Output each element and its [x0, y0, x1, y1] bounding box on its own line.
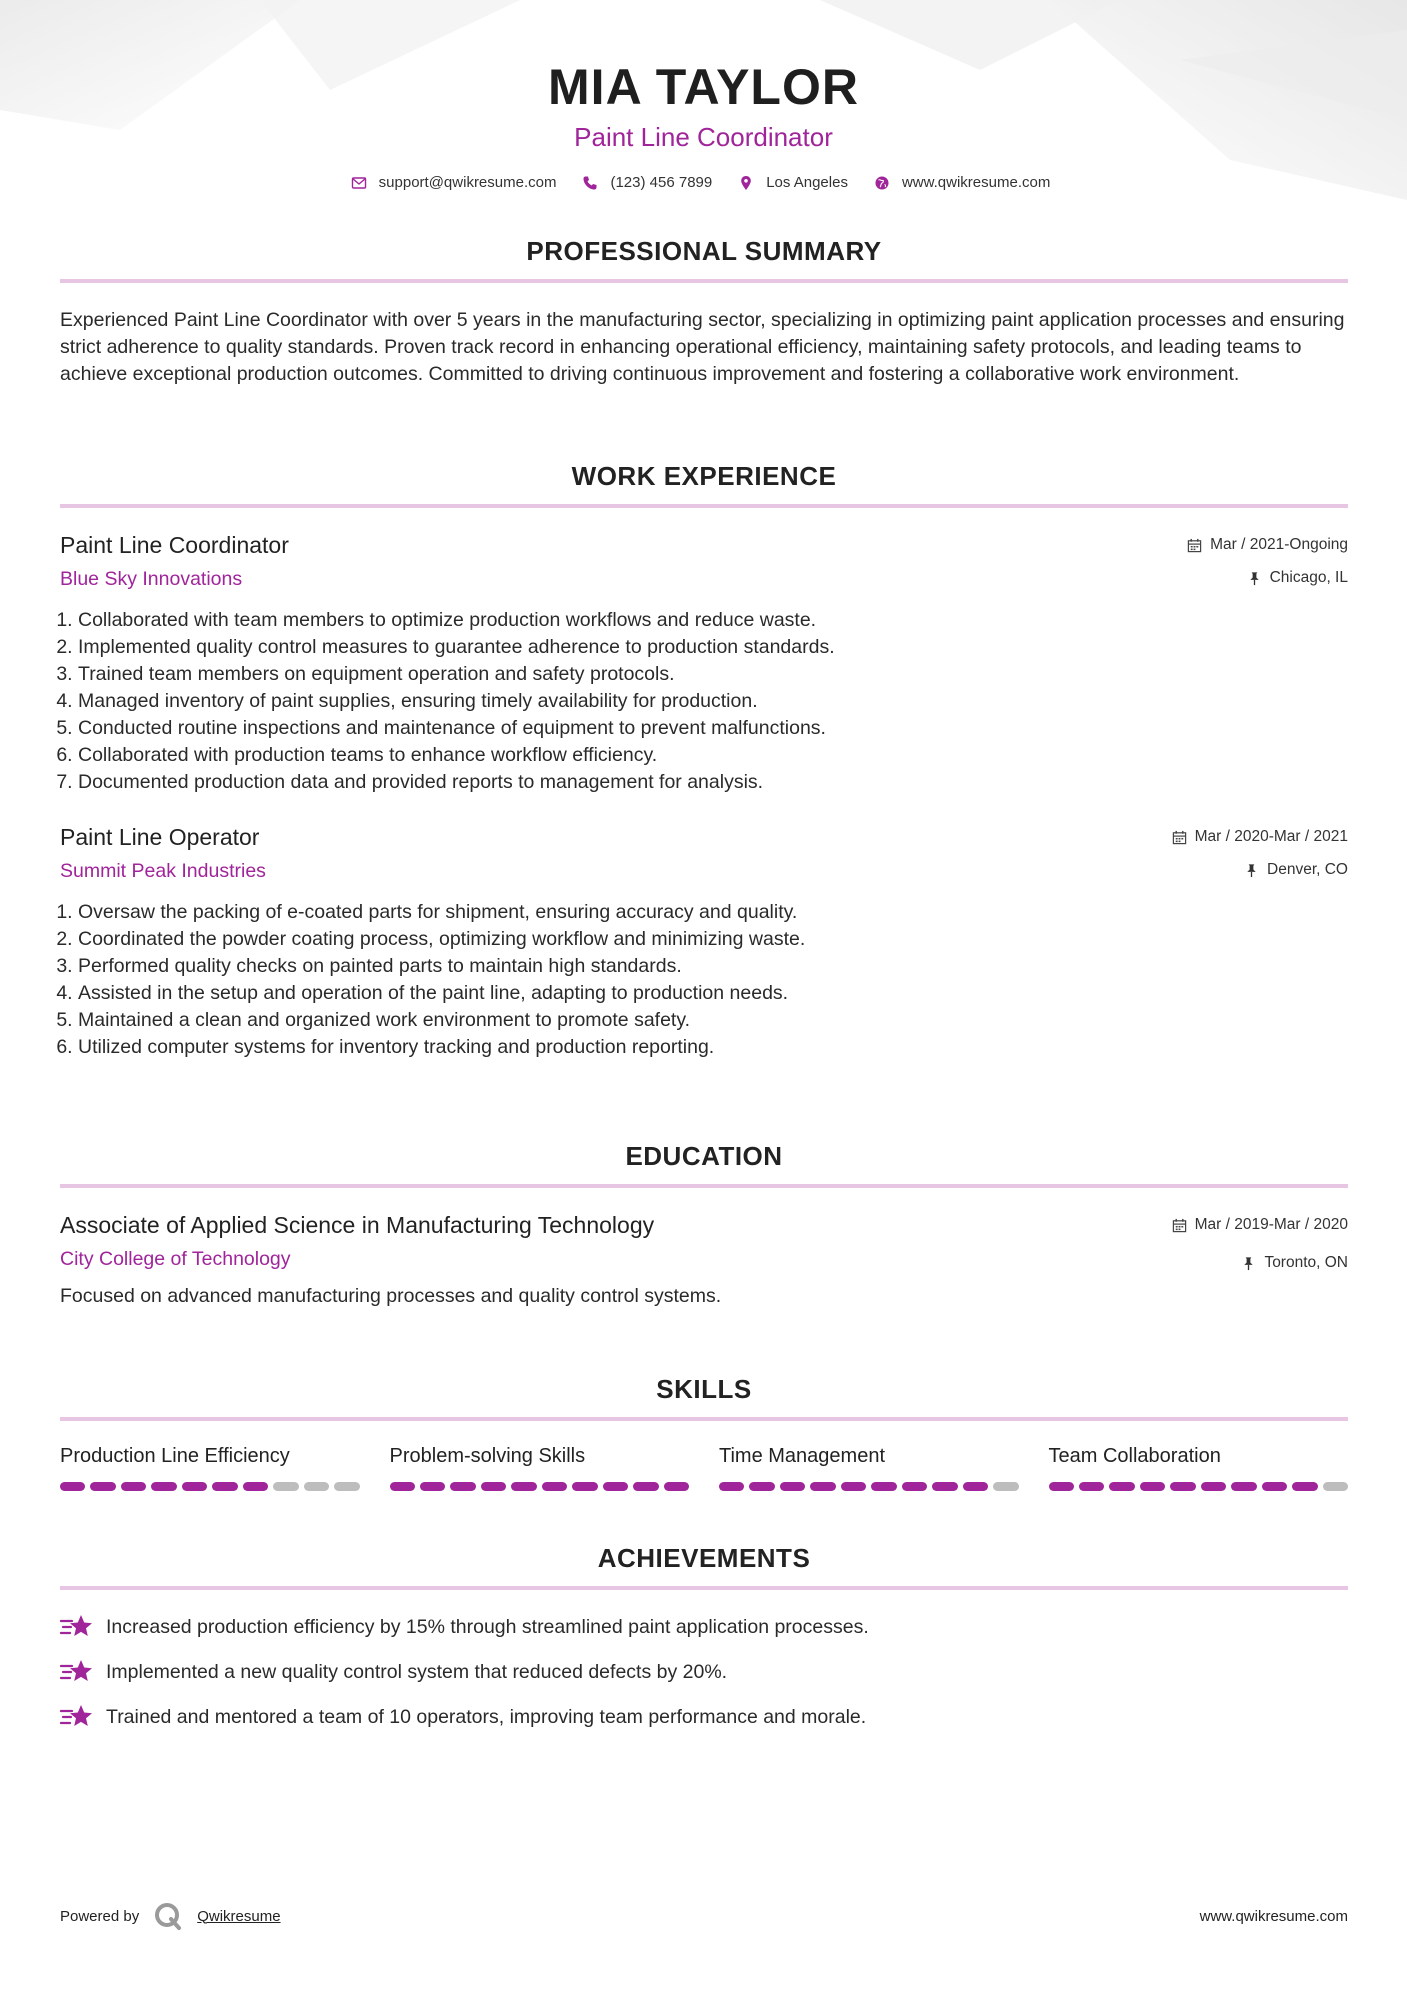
skill-segment-empty	[993, 1482, 1018, 1491]
list-item: 3. Trained team members on equipment operation and safety protocols.	[78, 661, 1348, 688]
job-entry	[60, 532, 1348, 796]
skill-segment-filled	[572, 1482, 597, 1491]
achievement-text: Implemented a new quality control system that reduced defects by 20%.	[106, 1660, 728, 1683]
contact-bar	[0, 174, 1407, 191]
skill-segment-filled	[810, 1482, 835, 1491]
job-bullets	[60, 899, 1348, 1061]
footer-website[interactable]: www.qwikresume.com	[1199, 1907, 1348, 1925]
skill-segment-filled	[212, 1482, 237, 1491]
skill-segment-filled	[1262, 1482, 1287, 1491]
shooting-star-icon	[60, 1612, 94, 1642]
contact-website-text: www.qwikresume.com	[901, 174, 1051, 191]
contact-phone[interactable]	[582, 174, 712, 191]
list-item: 5. Maintained a clean and organized work environment to promote safety.	[78, 1007, 1348, 1034]
qwikresume-logo-icon	[153, 1901, 183, 1931]
job-meta	[1172, 828, 1348, 879]
skill-segment-filled	[664, 1482, 689, 1491]
education-meta	[1172, 1216, 1348, 1272]
skill-segment-filled	[1109, 1482, 1134, 1491]
skill-name: Production Line Efficiency	[60, 1445, 290, 1467]
contact-location-text: Los Angeles	[766, 174, 848, 191]
shooting-star-icon	[60, 1657, 94, 1687]
skill-segment-filled	[1170, 1482, 1195, 1491]
achievement-text: Trained and mentored a team of 10 operators, improving team performance and morale.	[106, 1705, 867, 1728]
skill-segment-filled	[1140, 1482, 1165, 1491]
calendar-icon	[1172, 830, 1187, 845]
job-location: Chicago, IL	[1269, 569, 1348, 586]
skill-segment-filled	[542, 1482, 567, 1491]
job-entry	[60, 824, 1348, 1061]
skill-level-bar	[390, 1482, 690, 1491]
skill-segment-filled	[749, 1482, 774, 1491]
experience-section	[60, 461, 1348, 1061]
pushpin-icon	[1241, 1256, 1256, 1271]
shooting-star-icon	[60, 1702, 94, 1732]
skill-segment-filled	[243, 1482, 268, 1491]
skills-heading: SKILLS	[60, 1374, 1348, 1421]
skill-segment-filled	[182, 1482, 207, 1491]
globe-icon	[874, 175, 890, 191]
phone-icon	[582, 175, 598, 191]
skill-segment-filled	[841, 1482, 866, 1491]
list-item: 4. Assisted in the setup and operation of the paint line, adapting to production needs.	[78, 980, 1348, 1007]
list-item	[60, 1702, 1348, 1732]
education-description: Focused on advanced manufacturing processes and quality control systems.	[60, 1285, 722, 1307]
skill-item	[1049, 1445, 1349, 1491]
job-title: Paint Line Operator	[60, 824, 260, 850]
education-school: City College of Technology	[60, 1248, 291, 1270]
list-item: 7. Documented production data and provided reports to management for analysis.	[78, 769, 1348, 796]
list-item: 6. Collaborated with production teams to enhance workflow efficiency.	[78, 742, 1348, 769]
achievements-heading: ACHIEVEMENTS	[60, 1543, 1348, 1590]
skill-segment-filled	[420, 1482, 445, 1491]
calendar-icon	[1172, 1218, 1187, 1233]
powered-by	[60, 1901, 281, 1931]
education-location: Toronto, ON	[1264, 1254, 1348, 1271]
skill-level-bar	[1049, 1482, 1349, 1491]
list-item: 1. Oversaw the packing of e-coated parts for shipment, ensuring accuracy and quality.	[78, 899, 1348, 926]
powered-by-label: Powered by	[60, 1907, 140, 1925]
calendar-icon	[1187, 538, 1202, 553]
contact-location	[738, 174, 848, 191]
skill-segment-filled	[121, 1482, 146, 1491]
skill-segment-filled	[932, 1482, 957, 1491]
skill-name: Time Management	[719, 1445, 885, 1467]
skill-name: Team Collaboration	[1048, 1445, 1221, 1467]
contact-email-text: support@qwikresume.com	[378, 174, 557, 191]
skill-segment-filled	[871, 1482, 896, 1491]
brand-link[interactable]: Qwikresume	[197, 1907, 281, 1925]
contact-email[interactable]	[351, 174, 557, 191]
skill-segment-filled	[1231, 1482, 1256, 1491]
skill-segment-empty	[273, 1482, 298, 1491]
skill-segment-empty	[304, 1482, 329, 1491]
skill-segment-filled	[1079, 1482, 1104, 1491]
list-item: 2. Implemented quality control measures to guarantee adherence to production standards.	[78, 634, 1348, 661]
list-item: 2. Coordinated the powder coating process, optimizing workflow and minimizing waste.	[78, 926, 1348, 953]
list-item	[60, 1612, 1348, 1642]
job-company: Blue Sky Innovations	[60, 568, 243, 590]
list-item: 5. Conducted routine inspections and maintenance of equipment to prevent malfunctions.	[78, 715, 1348, 742]
skill-item	[390, 1445, 690, 1491]
skill-segment-filled	[90, 1482, 115, 1491]
education-heading: EDUCATION	[60, 1141, 1348, 1188]
skill-segment-filled	[1201, 1482, 1226, 1491]
achievements-list	[60, 1612, 1348, 1732]
education-dates: Mar / 2019-Mar / 2020	[1194, 1216, 1348, 1233]
contact-website[interactable]	[874, 174, 1050, 191]
skill-segment-filled	[719, 1482, 744, 1491]
pushpin-icon	[1244, 863, 1259, 878]
job-company: Summit Peak Industries	[60, 860, 266, 882]
education-entry	[60, 1212, 1348, 1308]
education-section	[60, 1141, 1348, 1308]
envelope-icon	[351, 175, 367, 191]
achievement-text: Increased production efficiency by 15% through streamlined paint application processes.	[106, 1615, 869, 1638]
skill-item	[60, 1445, 360, 1491]
skill-segment-filled	[902, 1482, 927, 1491]
footer	[60, 1898, 1348, 1934]
education-degree: Associate of Applied Science in Manufacturing Technology	[60, 1212, 655, 1238]
job-dates: Mar / 2021-Ongoing	[1210, 536, 1348, 553]
map-pin-icon	[738, 175, 754, 191]
skill-level-bar	[719, 1482, 1019, 1491]
skill-segment-filled	[633, 1482, 658, 1491]
contact-phone-text: (123) 456 7899	[610, 174, 713, 191]
skill-segment-filled	[60, 1482, 85, 1491]
experience-heading: WORK EXPERIENCE	[60, 461, 1348, 508]
skill-item	[719, 1445, 1019, 1491]
summary-section	[60, 236, 1348, 388]
skill-segment-filled	[151, 1482, 176, 1491]
skill-segment-filled	[450, 1482, 475, 1491]
skill-segment-filled	[1292, 1482, 1317, 1491]
summary-text: Experienced Paint Line Coordinator with over 5 years in the manufacturing sector, specializing in optimizing paint application processes and ensuring strict adherence to quality standards. Proven track record in enhancing operational efficiency, maintaining safety protocols, and leading teams to achieve exceptional production outcomes. Committed to driving continuous improvement and fostering a collaborative work environment.	[60, 309, 1345, 385]
job-meta	[1187, 536, 1348, 587]
skill-name: Problem-solving Skills	[389, 1445, 586, 1467]
skill-segment-filled	[963, 1482, 988, 1491]
summary-heading: PROFESSIONAL SUMMARY	[60, 236, 1348, 283]
list-item: 3. Performed quality checks on painted parts to maintain high standards.	[78, 953, 1348, 980]
skill-segment-filled	[603, 1482, 628, 1491]
job-location: Denver, CO	[1267, 861, 1348, 878]
list-item	[60, 1657, 1348, 1687]
skills-section	[60, 1374, 1348, 1491]
skill-segment-filled	[481, 1482, 506, 1491]
skill-segment-filled	[780, 1482, 805, 1491]
skills-list	[60, 1445, 1348, 1491]
list-item: 6. Utilized computer systems for inventory tracking and production reporting.	[78, 1034, 1348, 1061]
list-item: 4. Managed inventory of paint supplies, ensuring timely availability for production.	[78, 688, 1348, 715]
skill-segment-filled	[390, 1482, 415, 1491]
skill-segment-filled	[511, 1482, 536, 1491]
candidate-name: MIA TAYLOR	[548, 59, 859, 115]
achievements-section	[60, 1543, 1348, 1747]
list-item: 1. Collaborated with team members to optimize production workflows and reduce waste.	[78, 607, 1348, 634]
skill-segment-empty	[1323, 1482, 1348, 1491]
skill-segment-filled	[1049, 1482, 1074, 1491]
job-bullets	[60, 607, 1348, 796]
skill-segment-empty	[334, 1482, 359, 1491]
skill-level-bar	[60, 1482, 360, 1491]
job-title: Paint Line Coordinator	[60, 532, 289, 558]
pushpin-icon	[1247, 571, 1262, 586]
job-dates: Mar / 2020-Mar / 2021	[1194, 828, 1348, 845]
candidate-role: Paint Line Coordinator	[574, 122, 833, 152]
